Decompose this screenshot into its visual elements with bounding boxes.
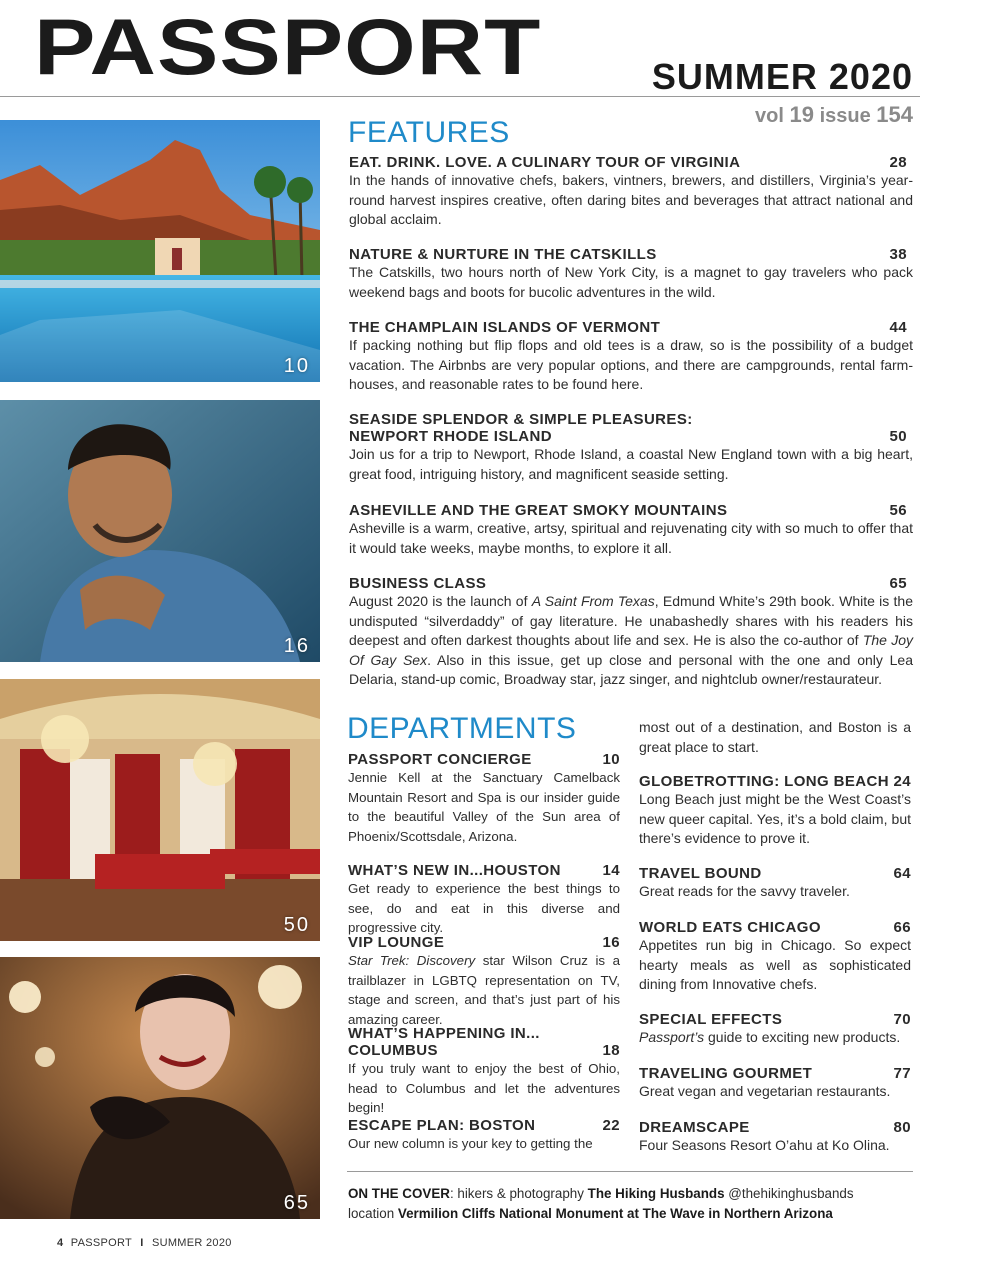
department-item[interactable] [639,1065,911,1102]
department-page: 16 [602,934,620,951]
department-title: WORLD EATS CHICAGO [639,919,821,936]
feature-item[interactable] [349,154,913,230]
department-item[interactable] [639,773,911,849]
volume-issue [755,102,913,128]
department-item[interactable] [348,862,620,938]
department-page: 66 [893,919,911,936]
department-item[interactable] [348,751,620,846]
feature-page: 38 [889,246,907,263]
photo-performer[interactable] [0,957,320,1219]
cover-credit: ON THE COVER: hikers & photography The Hiking Husbands @thehikinghusbands location Vermilion Cliffs National Monument at The Wave in Northern Arizona [348,1186,854,1221]
feature-page: 50 [889,428,907,445]
department-title: GLOBETROTTING: LONG BEACH [639,773,889,790]
department-desc: Great reads for the savvy traveler. [639,883,850,899]
department-title: DREAMSCAPE [639,1119,750,1136]
department-item[interactable] [639,919,911,995]
department-desc: Get ready to experience the best things to see, do and eat in this diverse and progressive city. [348,881,620,935]
department-page: 10 [602,751,620,768]
folio-issue: SUMMER 2020 [151,1237,232,1249]
department-title: VIP LOUNGE [348,934,445,951]
department-title: ESCAPE PLAN: BOSTON [348,1117,536,1134]
feature-item[interactable] [349,411,913,484]
department-title: WHAT’S NEW IN...HOUSTON [348,862,561,879]
folio-separator: I [140,1237,144,1249]
feature-page: 65 [889,575,907,592]
feature-title: NATURE & NURTURE IN THE CATSKILLS [349,246,657,263]
department-desc: Star Trek: Discovery star Wilson Cruz is a trailblazer in LGBTQ representation on TV, stage and screen, and that’s just part of his amazing career. [348,953,621,1027]
feature-desc: Join us for a trip to Newport, Rhode Island, a coastal New England town with a big heart, great food, intriguing history, and magnificent seaside setting. [349,446,913,482]
departments-heading: DEPARTMENTS [347,712,577,745]
cover-label: ON THE COVER [348,1186,450,1201]
feature-title: THE CHAMPLAIN ISLANDS OF VERMONT [349,319,661,336]
department-item[interactable] [348,1117,620,1154]
department-title: TRAVEL BOUND [639,865,762,882]
department-title: COLUMBUS [348,1042,438,1059]
feature-desc: Asheville is a warm, creative, artsy, spiritual and rejuvenating city with so much to offer that it would take weeks, maybe months, to explore it all. [349,520,913,556]
department-title: TRAVELING GOURMET [639,1065,813,1082]
cover-location: Vermilion Cliffs National Monument at The Wave in Northern Arizona [397,1206,833,1221]
feature-desc: In the hands of innovative chefs, bakers, vintners, brewers, and distillers, Virginia’s year-round harvest inspires creative, often daring bites and beverages that attract national and global acclaim. [349,172,913,227]
feature-title-line1: SEASIDE SPLENDOR & SIMPLE PLEASURES: [349,411,693,428]
vol-label: vol [755,105,784,127]
department-item[interactable] [639,865,911,902]
issue-label: issue [819,105,871,127]
feature-title: ASHEVILLE AND THE GREAT SMOKY MOUNTAINS [349,502,728,519]
folio-page-number: 4 [57,1237,64,1249]
department-desc: Great vegan and vegetarian restaurants. [639,1083,891,1099]
department-desc: Jennie Kell at the Sanctuary Camelback Mountain Resort and Spa is our insider guide to the beautiful Valley of the Sun area of Phoenix/Scottsdale, Arizona. [348,770,620,844]
magazine-title: PASSPORT [34,3,542,92]
photo-ballroom[interactable] [0,679,320,941]
feature-page: 28 [889,154,907,171]
photo-portrait[interactable] [0,400,320,662]
department-page: 24 [893,773,911,790]
department-desc: Passport’s guide to exciting new products. [639,1029,901,1045]
feature-page: 56 [889,502,907,519]
department-desc: most out of a destination, and Boston is a great place to start. [639,719,911,755]
photo-resort-pool[interactable] [0,120,320,382]
department-desc: Long Beach just might be the West Coast’s new queer capital. Yes, it’s a bold claim, but there’s evidence to prove it. [639,791,911,846]
department-page: 80 [893,1119,911,1136]
department-item[interactable] [348,1025,620,1118]
feature-page: 44 [889,319,907,336]
feature-desc: The Catskills, two hours north of New York City, is a magnet to gay travelers who pack weekend bags and boots for bucolic adventures in the wild. [349,264,913,300]
issue-number: 154 [876,102,913,127]
department-page: 77 [893,1065,911,1082]
issue-season: SUMMER 2020 [651,56,913,97]
department-title: SPECIAL EFFECTS [639,1011,783,1028]
feature-item[interactable] [349,575,913,690]
cover-rule [347,1171,913,1172]
department-page: 14 [602,862,620,879]
department-page: 70 [893,1011,911,1028]
photo-page-number: 50 [283,914,310,936]
department-desc: Our new column is your key to getting the [348,1136,593,1151]
photo-page-number: 10 [283,355,310,377]
department-desc: Four Seasons Resort O’ahu at Ko Olina. [639,1137,890,1153]
vol-number: 19 [789,102,814,127]
folio-magazine: PASSPORT [70,1237,132,1249]
feature-item[interactable] [349,246,913,302]
page-folio [57,1237,232,1249]
feature-title: NEWPORT RHODE ISLAND [349,428,552,445]
cover-photographer: The Hiking Husbands [587,1186,725,1201]
department-item[interactable] [639,1119,911,1156]
department-item[interactable] [348,934,620,1029]
department-page: 18 [602,1042,620,1059]
department-page: 64 [893,865,911,882]
cover-handle: @thehikinghusbands [724,1186,854,1201]
department-desc: Appetites run big in Chicago. So expect hearty meals as well as sophisticated dining from Innovative chefs. [639,937,911,992]
photo-page-number: 65 [283,1192,310,1214]
department-title-line1: WHAT’S HAPPENING IN... [348,1025,540,1042]
department-item[interactable] [639,1011,911,1048]
feature-title: EAT. DRINK. LOVE. A CULINARY TOUR OF VIRGINIA [349,154,741,171]
department-title: PASSPORT CONCIERGE [348,751,532,768]
photo-page-number: 16 [283,635,310,657]
features-heading: FEATURES [348,116,510,149]
feature-item[interactable] [349,502,913,558]
department-desc: If you truly want to enjoy the best of Ohio, head to Columbus and let the adventures begin! [348,1061,620,1115]
department-continued [639,718,911,757]
feature-desc: If packing nothing but flip flops and old tees is a draw, so is the possibility of a budget vacation. The Airbnbs are very popular options, and there are campgrounds, rental farm-houses, and reasonable rates to be found here. [349,337,913,392]
department-page: 22 [602,1117,620,1134]
feature-desc: August 2020 is the launch of A Saint From Texas, Edmund White’s 29th book. White is the undisputed “silverdaddy” of gay literature. He unabashedly shares with his readers his deepest and often darkest thoughts about life and sex. He is also the co-author of The Joy Of Gay Sex. Also in this issue, get up close and personal with the one and only Lea Delaria, stand-up comic, Broadway star, jazz singer, and nightclub owner/restaurateur. [349,593,914,687]
feature-item[interactable] [349,319,913,395]
feature-title: BUSINESS CLASS [349,575,487,592]
